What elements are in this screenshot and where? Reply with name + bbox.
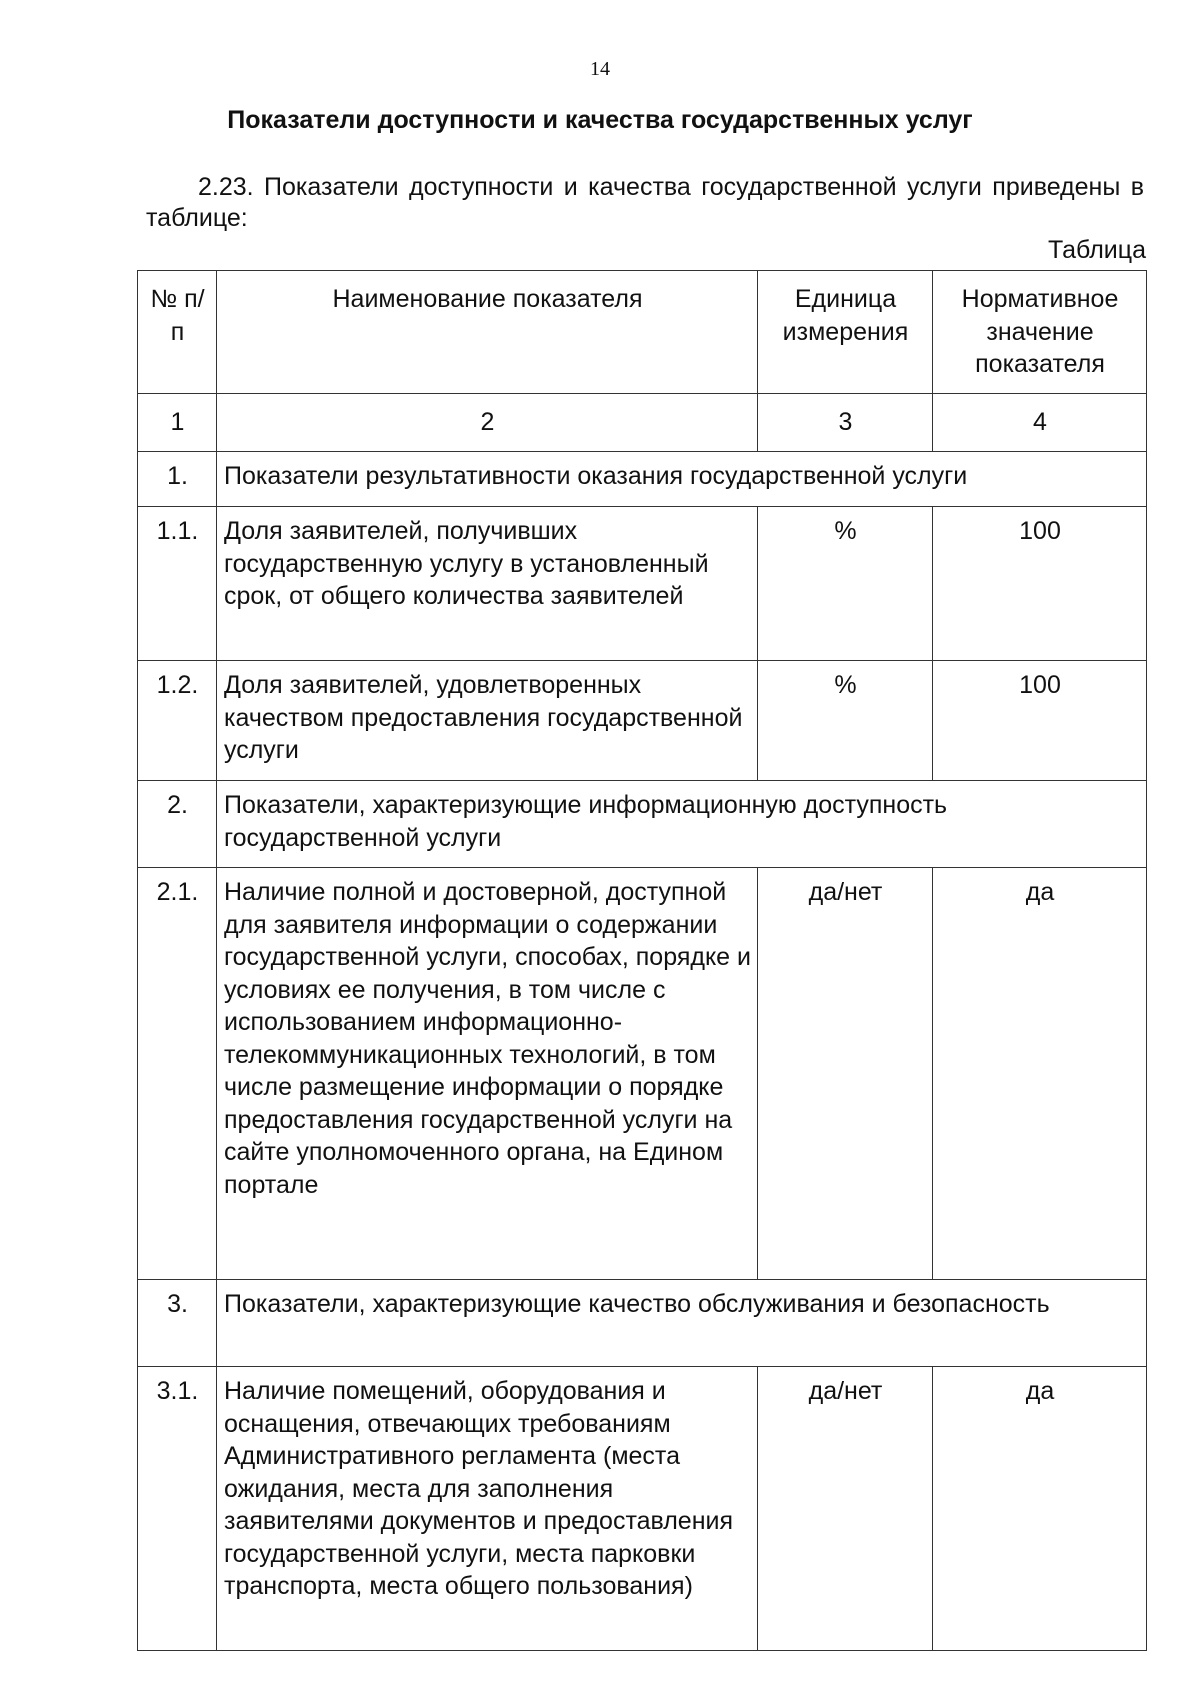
indicator-unit: да/нет bbox=[758, 1367, 933, 1651]
indicator-unit: % bbox=[758, 507, 933, 661]
table-header-row bbox=[138, 271, 1147, 394]
table-row bbox=[138, 1367, 1147, 1651]
section-title: Показатели, характеризующие информационную доступность государственной услуги bbox=[217, 781, 1147, 868]
indicators-table bbox=[137, 270, 1147, 1651]
indicator-name: Доля заявителей, получивших государственную услугу в установленный срок, от общего количества заявителей bbox=[217, 507, 758, 661]
indicator-name: Наличие полной и достоверной, доступной для заявителя информации о содержании государственной услуги, способах, порядке и условиях ее получения, в том числе с использованием информационно-телекоммуникационных технологий, в том числе размещение информации о порядке предоставления государственной услуги на сайте уполномоченного органа, на Едином портале bbox=[217, 868, 758, 1280]
row-number: 3.1. bbox=[138, 1367, 217, 1651]
page-number: 14 bbox=[590, 58, 610, 80]
page-title: Показатели доступности и качества государственных услуг bbox=[227, 106, 973, 134]
column-number: 3 bbox=[758, 394, 933, 452]
column-number-row bbox=[138, 394, 1147, 452]
row-number: 3. bbox=[138, 1280, 217, 1367]
column-number: 2 bbox=[217, 394, 758, 452]
row-number: 1.1. bbox=[138, 507, 217, 661]
row-number: 1. bbox=[138, 452, 217, 507]
table-caption: Таблица bbox=[1047, 236, 1146, 264]
section-row bbox=[138, 1280, 1147, 1367]
row-number: 2.1. bbox=[138, 868, 217, 1280]
indicator-value: 100 bbox=[933, 661, 1147, 781]
header-value: Нормативное значение показателя bbox=[933, 271, 1147, 394]
table-row bbox=[138, 507, 1147, 661]
table-row bbox=[138, 661, 1147, 781]
section-title: Показатели, характеризующие качество обслуживания и безопасность bbox=[217, 1280, 1147, 1367]
indicator-value: 100 bbox=[933, 507, 1147, 661]
section-row bbox=[138, 781, 1147, 868]
header-name: Наименование показателя bbox=[217, 271, 758, 394]
indicator-value: да bbox=[933, 868, 1147, 1280]
header-unit: Единица измерения bbox=[758, 271, 933, 394]
indicator-name: Доля заявителей, удовлетворенных качеством предоставления государственной услуги bbox=[217, 661, 758, 781]
indicator-value: да bbox=[933, 1367, 1147, 1651]
indicator-unit: да/нет bbox=[758, 868, 933, 1280]
row-number: 1.2. bbox=[138, 661, 217, 781]
indicator-unit: % bbox=[758, 661, 933, 781]
column-number: 4 bbox=[933, 394, 1147, 452]
intro-paragraph: 2.23. Показатели доступности и качества государственной услуги приведены в таблице: bbox=[146, 173, 1144, 232]
indicator-name: Наличие помещений, оборудования и оснащения, отвечающих требованиям Административного регламента (места ожидания, места для заполнения заявителями документов и предоставления государственной услуги, места парковки транспорта, места общего пользования) bbox=[217, 1367, 758, 1651]
header-number: № п/п bbox=[138, 271, 217, 394]
row-number: 2. bbox=[138, 781, 217, 868]
section-row bbox=[138, 452, 1147, 507]
section-title: Показатели результативности оказания государственной услуги bbox=[217, 452, 1147, 507]
column-number: 1 bbox=[138, 394, 217, 452]
table-row bbox=[138, 868, 1147, 1280]
